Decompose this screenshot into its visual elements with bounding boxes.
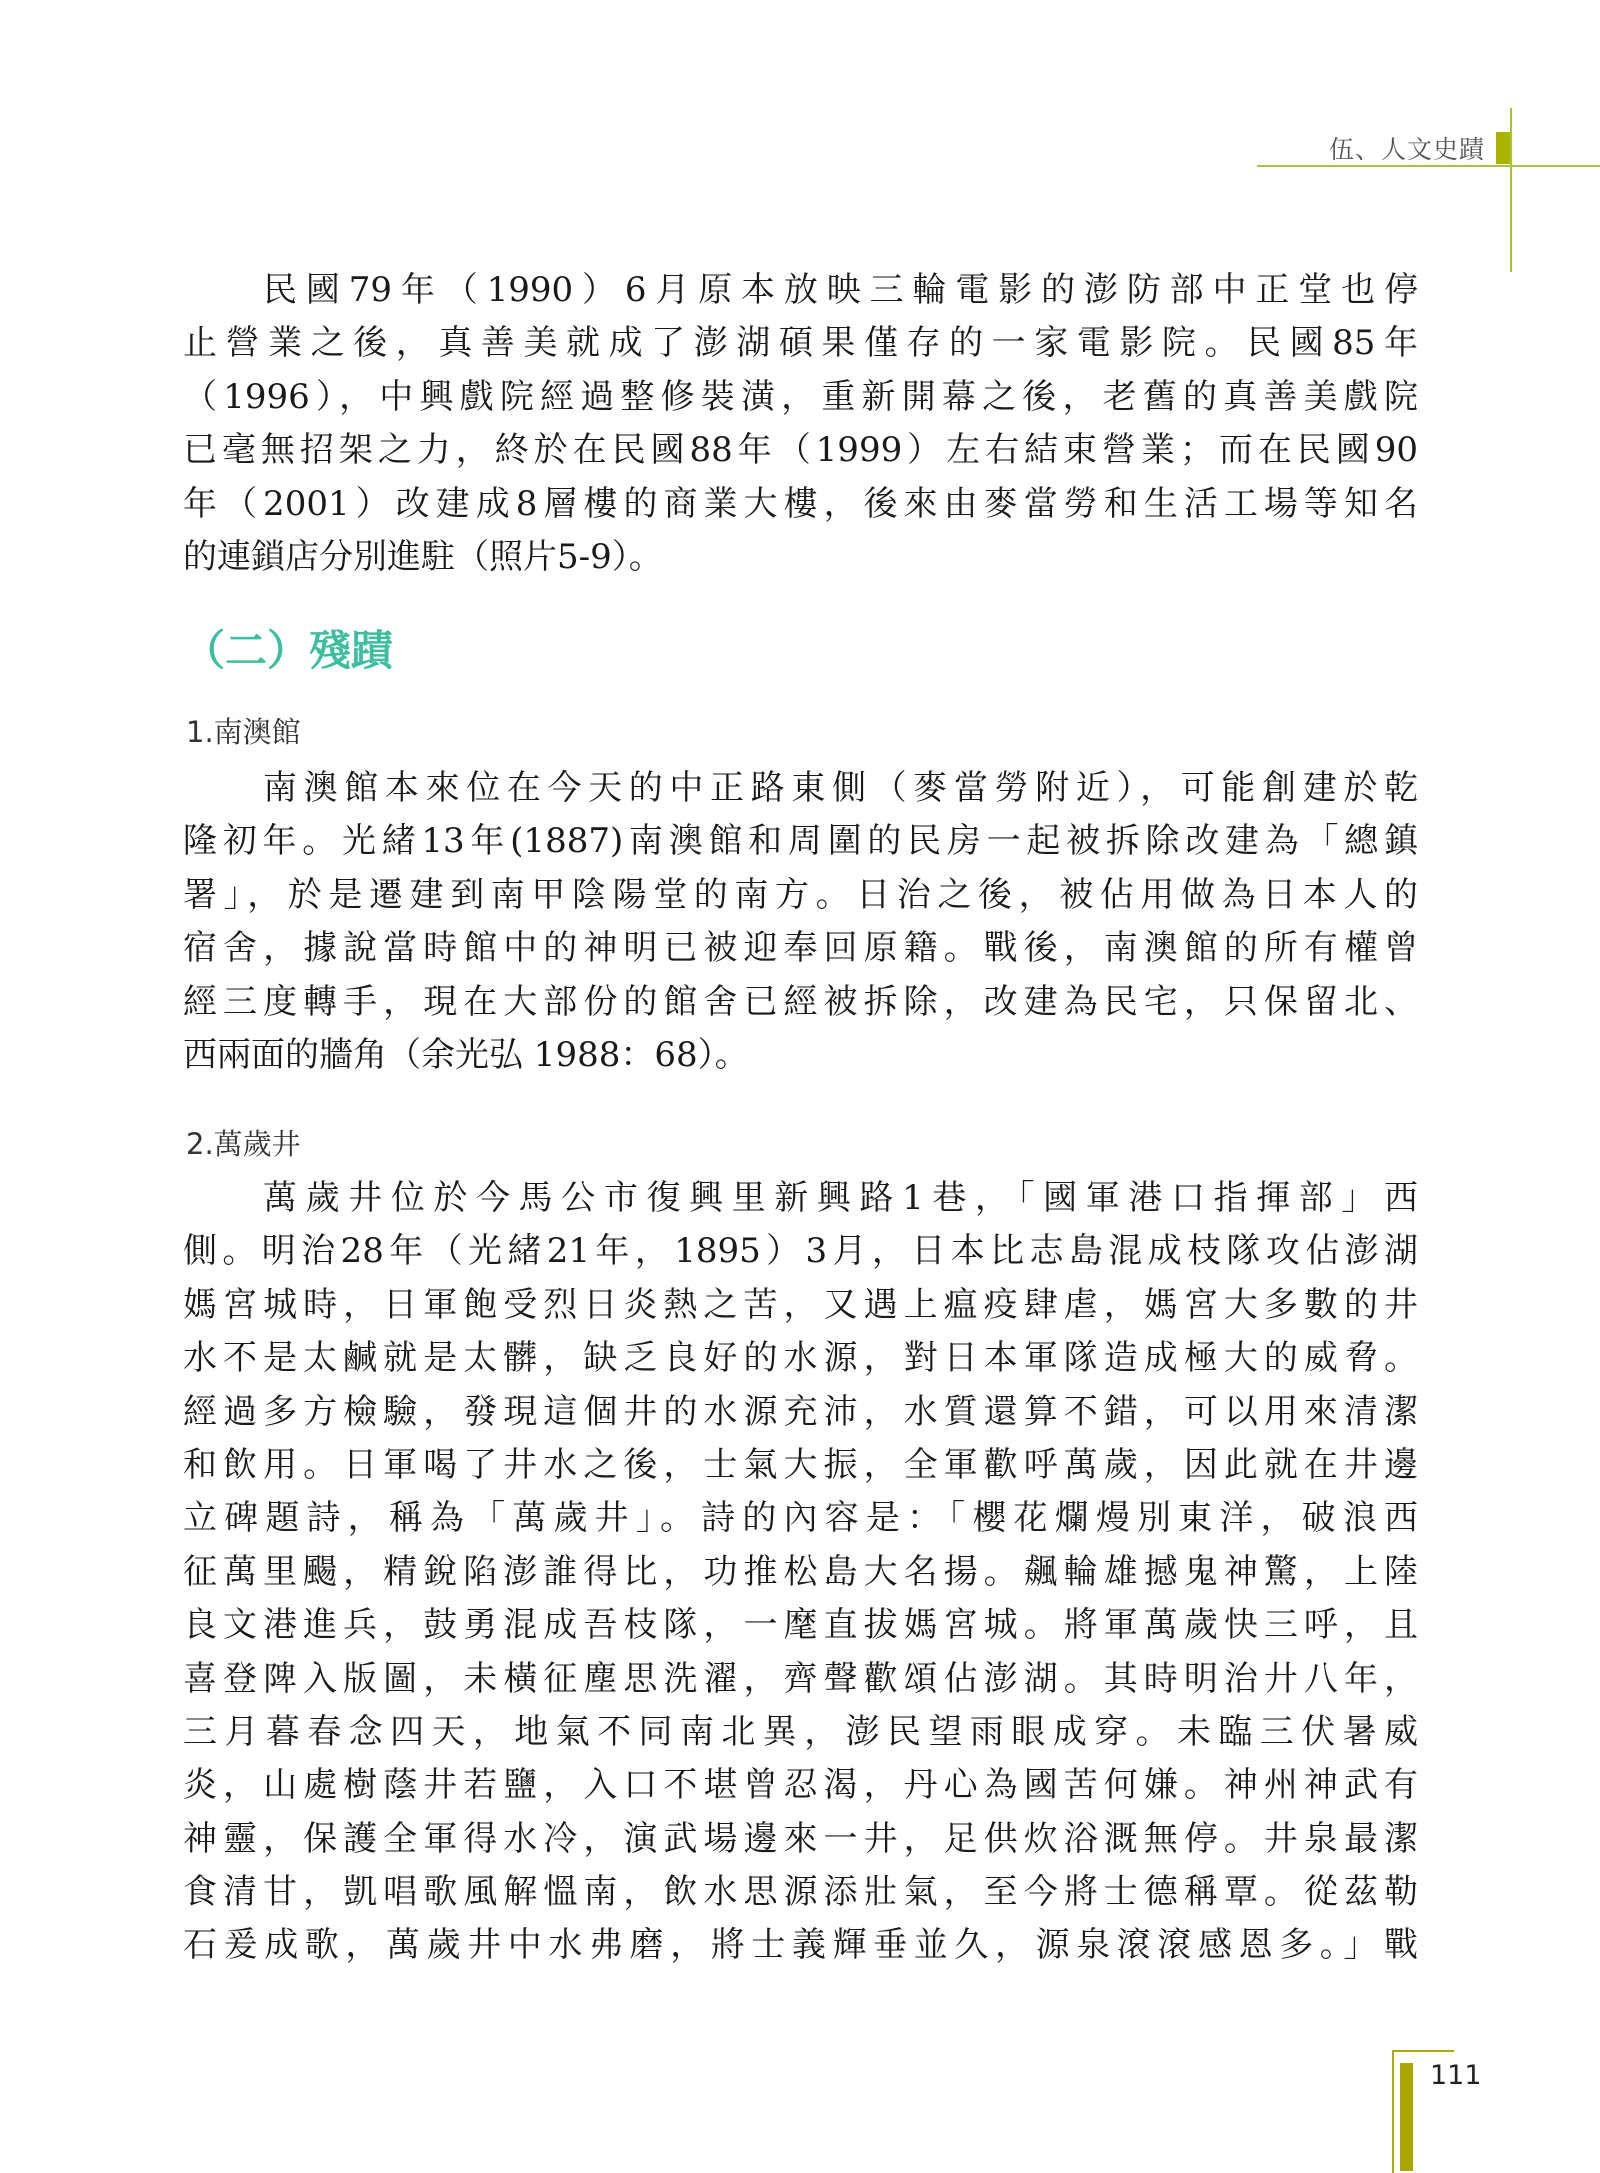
header-rule-vertical: [1510, 108, 1512, 272]
text-line: 媽宮城時，日軍飽受烈日炎熱之苦，又遇上瘟疫肆虐，媽宮大多數的井: [183, 1284, 1418, 1325]
text-line: 良文港進兵，鼓勇混成吾枝隊，一麾直拔媽宮城。將軍萬歲快三呼，且: [183, 1605, 1418, 1646]
text-line: 隆初年。光緒13年(1887)南澳館和周圍的民房一起被拆除改建為「總鎮: [183, 821, 1418, 862]
text-line: 三月暮春念四天，地氣不同南北異，澎民望雨眼成穿。未臨三伏暑威: [183, 1711, 1418, 1752]
text-line: 征萬里颺，精銳陷澎誰得比，功推松島大名揚。飆輪雄撼鬼神驚，上陸: [183, 1551, 1418, 1592]
text-line: 的連鎖店分別進駐（照片5-9）。: [183, 536, 663, 577]
page-number: 111: [1430, 2060, 1482, 2091]
section-heading: （二）殘蹟: [183, 626, 394, 675]
text-line: 止營業之後，真善美就成了澎湖碩果僅存的一家電影院。民國85年: [183, 323, 1418, 364]
text-line: 喜登陴入版圖，未橫征塵思洗濯，齊聲歡頌佔澎湖。其時明治廾八年，: [183, 1658, 1418, 1699]
text-line: 南澳館本來位在今天的中正路東側（麥當勞附近），可能創建於乾: [263, 768, 1418, 808]
text-line: 神靈，保護全軍得水冷，演武場邊來一井，足供炊浴溉無停。井泉最潔: [183, 1818, 1418, 1859]
text-line: 和飲用。日軍喝了井水之後，士氣大振，全軍歡呼萬歲，因此就在井邊: [183, 1444, 1418, 1485]
text-line: 西兩面的牆角（余光弘 1988：68）。: [183, 1034, 749, 1075]
text-line: 食清甘，凱唱歌風解慍南，飲水思源添壯氣，至今將士德稱覃。從茲勒: [183, 1872, 1418, 1913]
text-line: 民國79年（1990）6月原本放映三輪電影的澎防部中正堂也停: [263, 270, 1418, 310]
text-line: 炎，山處樹蔭井若鹽，入口不堪曾忍渴，丹心為國苦何嫌。神州神武有: [183, 1765, 1418, 1806]
subsection-title-nanao: 1.南澳館: [186, 715, 301, 749]
text-line: 署」，於是遷建到南甲陰陽堂的南方。日治之後，被佔用做為日本人的: [183, 874, 1418, 915]
text-line: 立碑題詩，稱為「萬歲井」。詩的內容是：「櫻花爛熳別東洋，破浪西: [183, 1498, 1418, 1539]
paragraph-wansui-well: [183, 1172, 1418, 1973]
paragraph-cinema: [183, 264, 1418, 584]
text-line: 石爰成歌，萬歲井中水弗磨，將士義輝垂並久，源泉滾滾感恩多。」戰: [183, 1925, 1418, 1966]
paragraph-nanao: [183, 762, 1418, 1082]
text-line: 年（2001）改建成8層樓的商業大樓，後來由麥當勞和生活工場等知名: [183, 483, 1418, 524]
text-line: 經三度轉手，現在大部份的館舍已經被拆除，改建為民宅，只保留北、: [183, 981, 1418, 1022]
text-line: （1996），中興戲院經過整修裝潢，重新開幕之後，老舊的真善美戲院: [183, 376, 1418, 417]
text-line: 經過多方檢驗，發現這個井的水源充沛，水質還算不錯，可以用來清潔: [183, 1391, 1418, 1432]
text-line: 萬歲井位於今馬公市復興里新興路1巷，「國軍港口指揮部」西: [263, 1178, 1418, 1218]
text-line: 水不是太鹹就是太髒，缺乏良好的水源，對日本軍隊造成極大的威脅。: [183, 1338, 1418, 1379]
text-line: 宿舍，據說當時館中的神明已被迎奉回原籍。戰後，南澳館的所有權曾: [183, 928, 1418, 969]
text-line: 已毫無招架之力，終於在民國88年（1999）左右結束營業；而在民國90: [183, 430, 1418, 471]
footer-bar: [1400, 2063, 1413, 2171]
header-marker-block: [1496, 132, 1510, 164]
chapter-title: 伍、人文史蹟: [1328, 135, 1485, 164]
subsection-title-wansui-well: 2.萬歲井: [186, 1127, 301, 1161]
text-line: 側。明治28年（光緒21年，1895）3月，日本比志島混成枝隊攻佔澎湖: [183, 1231, 1418, 1272]
